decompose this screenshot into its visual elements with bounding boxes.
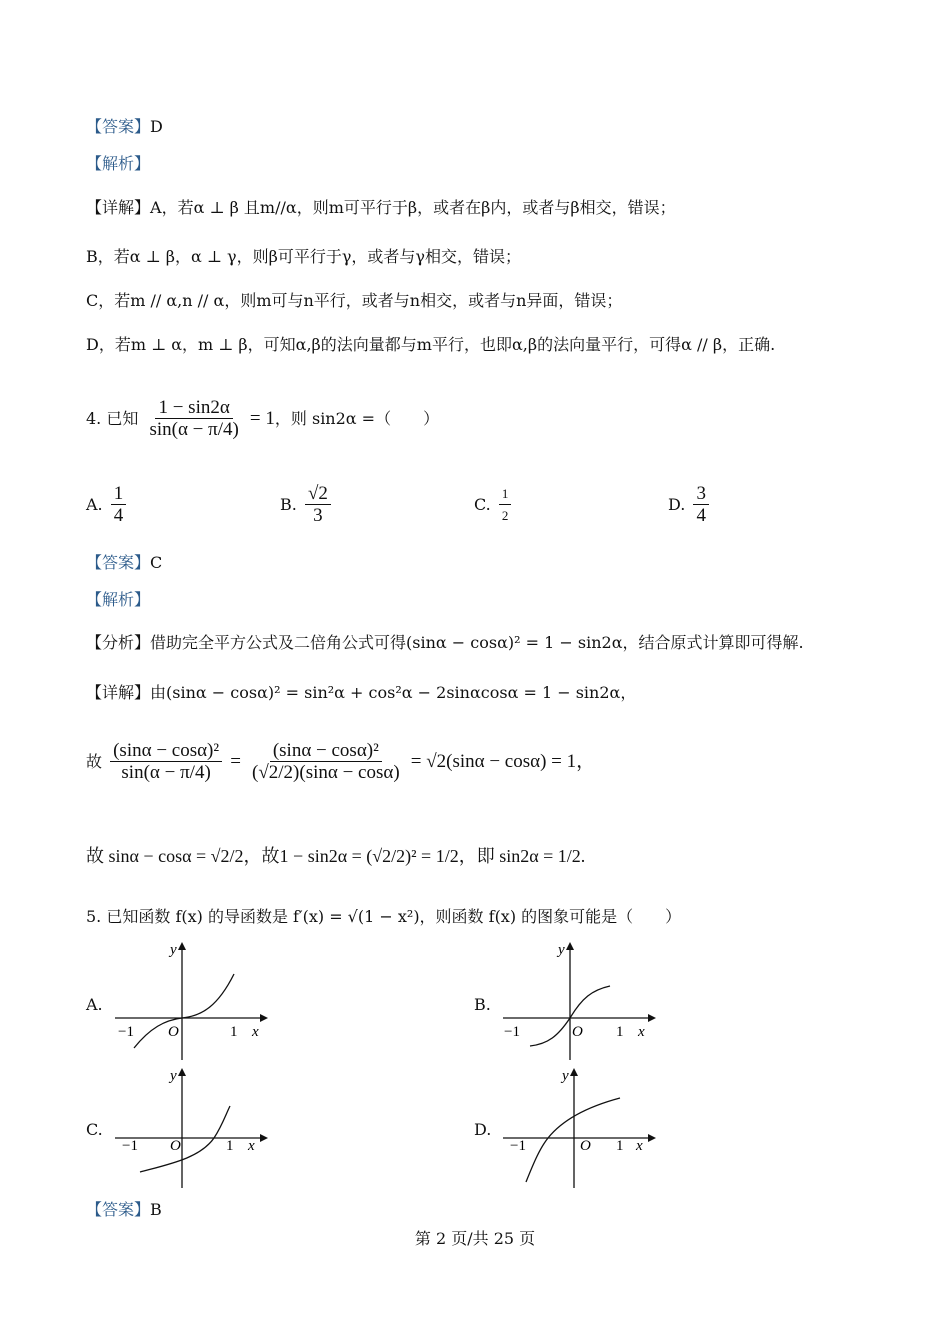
q5-option-c-label: C. bbox=[86, 1120, 103, 1139]
option-fraction bbox=[693, 484, 709, 527]
answer-value: D bbox=[150, 117, 163, 136]
curve bbox=[134, 974, 234, 1048]
fenxi-tag: 【分析】 bbox=[86, 633, 151, 652]
option-fraction bbox=[111, 484, 127, 527]
q5-option-a-label: A. bbox=[86, 995, 103, 1014]
q4-numerator: 1 − sin2α bbox=[155, 398, 232, 419]
graph-b bbox=[498, 940, 658, 1065]
curve bbox=[526, 1098, 620, 1182]
graph-c bbox=[110, 1062, 270, 1192]
neg-one-label: −1 bbox=[504, 1024, 520, 1040]
detail-2-eq: = bbox=[230, 751, 241, 772]
origin-label: O bbox=[580, 1138, 591, 1154]
option-den: 2 bbox=[501, 508, 509, 523]
detail-line-b: B，若α ⊥ β，α ⊥ γ，则β可平行于γ，或者与γ相交，错误； bbox=[86, 247, 521, 266]
detail-2-prefix: 故 bbox=[86, 752, 103, 771]
analysis-tag: 【解析】 bbox=[86, 154, 151, 173]
y-label: y bbox=[562, 1068, 569, 1084]
q4-detail-line-2 bbox=[86, 724, 595, 800]
answer-line bbox=[86, 116, 163, 138]
y-label: y bbox=[558, 942, 565, 958]
option-num: 1 bbox=[499, 484, 512, 505]
origin-label: O bbox=[170, 1138, 181, 1154]
answer-tag: 【答案】 bbox=[86, 117, 151, 136]
y-label: y bbox=[170, 1068, 177, 1084]
detail-2-fraction-1 bbox=[110, 741, 222, 784]
x-label: x bbox=[252, 1024, 259, 1040]
y-axis-arrow bbox=[178, 1068, 186, 1076]
y-label: y bbox=[170, 942, 177, 958]
x-axis-arrow bbox=[648, 1134, 656, 1142]
q4-option-b bbox=[280, 484, 334, 527]
y-axis-arrow bbox=[570, 1068, 578, 1076]
pos-one-label: 1 bbox=[226, 1138, 234, 1154]
y-axis-arrow bbox=[566, 942, 574, 950]
question-4-stem bbox=[86, 382, 439, 456]
pos-one-label: 1 bbox=[616, 1138, 624, 1154]
graph-d bbox=[498, 1062, 658, 1192]
q4-option-c bbox=[474, 484, 514, 527]
option-fraction bbox=[305, 484, 331, 527]
x-label: x bbox=[248, 1138, 255, 1154]
q4-prefix: 4. 已知 bbox=[86, 409, 139, 428]
option-num: 3 bbox=[693, 484, 709, 505]
origin-label: O bbox=[168, 1024, 179, 1040]
q4-option-d bbox=[668, 484, 712, 527]
option-label: D. bbox=[668, 495, 686, 514]
detail-line-c: C，若m // α,n // α，则m可与n平行，或者与n相交，或者与n异面，错误； bbox=[86, 291, 623, 310]
question-5-stem: 5. 已知函数 f(x) 的导函数是 f′(x) = √(1 − x²)，则函数 f(x) 的图象可能是（ ） bbox=[86, 907, 682, 926]
q4-detail-line-3: 故 sinα − cosα = √2/2，故1 − sin2α = (√2/2)² = 1/2，即 sin2α = 1/2. bbox=[86, 846, 586, 866]
pos-one-label: 1 bbox=[616, 1024, 624, 1040]
answer-value: B bbox=[150, 1200, 162, 1219]
option-label: A. bbox=[86, 495, 103, 514]
pos-one-label: 1 bbox=[230, 1024, 238, 1040]
option-den: 4 bbox=[696, 505, 706, 526]
q4-detail-line-1 bbox=[86, 682, 636, 704]
detail-line-a bbox=[86, 197, 676, 219]
detail-2-tail: = √2(sinα − cosα) = 1， bbox=[410, 751, 596, 772]
option-den: 3 bbox=[313, 505, 323, 526]
detail-text-1: 由(sinα − cosα)² = sin²α + cos²α − 2sinαcosα = 1 − sin2α， bbox=[150, 683, 637, 702]
x-axis-arrow bbox=[648, 1014, 656, 1022]
q4-denominator: sin(α − π/4) bbox=[149, 419, 239, 440]
q4-eq: = 1 bbox=[249, 408, 275, 429]
q4-fenxi-line bbox=[86, 632, 804, 654]
neg-one-label: −1 bbox=[510, 1138, 526, 1154]
option-num: √2 bbox=[305, 484, 331, 505]
fraction-num: (sinα − cosα)² bbox=[110, 741, 222, 762]
answer-tag: 【答案】 bbox=[86, 553, 151, 572]
option-label: B. bbox=[280, 495, 297, 514]
detail-text-a: A，若α ⊥ β 且m//α，则m可平行于β，或者在β内，或者与β相交，错误； bbox=[150, 198, 676, 217]
answer-value: C bbox=[150, 553, 163, 572]
q4-analysis-tag: 【解析】 bbox=[86, 590, 151, 609]
fraction-num: (sinα − cosα)² bbox=[270, 741, 382, 762]
fraction-den: sin(α − π/4) bbox=[121, 762, 211, 783]
curve bbox=[140, 1106, 230, 1172]
q4-option-a bbox=[86, 484, 129, 527]
q5-option-d-label: D. bbox=[474, 1120, 492, 1139]
graph-a bbox=[110, 940, 270, 1065]
q5-answer-line bbox=[86, 1199, 162, 1221]
y-axis-arrow bbox=[178, 942, 186, 950]
x-axis-arrow bbox=[260, 1014, 268, 1022]
neg-one-label: −1 bbox=[118, 1024, 134, 1040]
q4-answer-line bbox=[86, 552, 162, 574]
q4-fraction bbox=[146, 398, 241, 441]
detail-tag: 【详解】 bbox=[86, 683, 151, 702]
origin-label: O bbox=[572, 1024, 583, 1040]
q4-suffix: ，则 sin2α =（ ） bbox=[274, 409, 440, 428]
option-label: C. bbox=[474, 495, 491, 514]
x-label: x bbox=[636, 1138, 643, 1154]
detail-tag: 【详解】 bbox=[86, 198, 151, 217]
detail-line-d: D，若m ⊥ α，m ⊥ β，可知α,β的法向量都与m平行，也即α,β的法向量平行，可得α // β，正确. bbox=[86, 335, 776, 354]
neg-one-label: −1 bbox=[122, 1138, 138, 1154]
detail-2-fraction-2 bbox=[249, 741, 403, 784]
option-fraction bbox=[499, 484, 512, 527]
fenxi-text: 借助完全平方公式及二倍角公式可得(sinα − cosα)² = 1 − sin2α，结合原式计算即可得解. bbox=[150, 633, 804, 652]
fraction-den: (√2/2)(sinα − cosα) bbox=[252, 762, 400, 783]
page-footer: 第 2 页/共 25 页 bbox=[414, 1229, 536, 1248]
answer-tag: 【答案】 bbox=[86, 1200, 151, 1219]
x-label: x bbox=[638, 1024, 645, 1040]
option-num: 1 bbox=[111, 484, 127, 505]
q5-option-b-label: B. bbox=[474, 995, 491, 1014]
option-den: 4 bbox=[113, 505, 124, 526]
x-axis-arrow bbox=[260, 1134, 268, 1142]
